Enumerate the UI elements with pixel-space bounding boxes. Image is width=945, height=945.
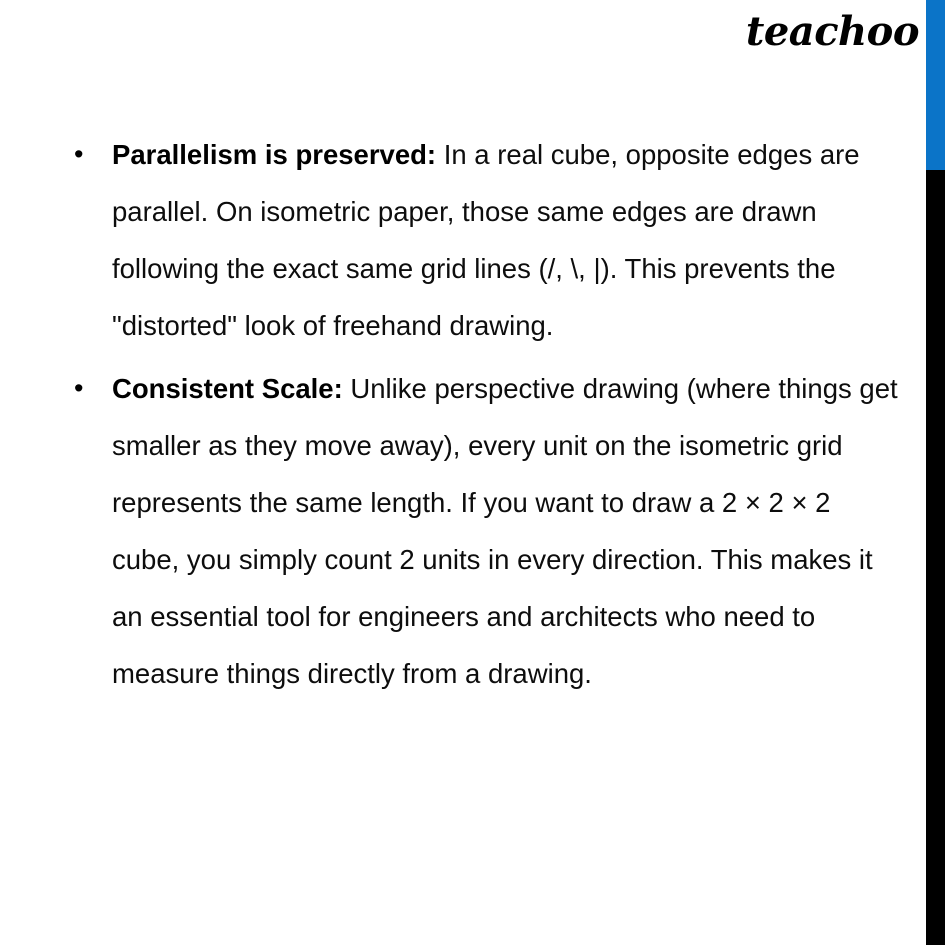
teachoo-logo: teachoo xyxy=(745,8,919,55)
edge-accent-bar-blue xyxy=(926,0,945,170)
bullet-list xyxy=(62,126,902,704)
bullet-lead-in: Consistent Scale: xyxy=(112,373,343,404)
bullet-paragraph xyxy=(112,126,902,354)
bullet-marker-icon: • xyxy=(74,139,84,169)
bullet-body: Unlike perspective drawing (where things get smaller as they move away), every unit on the isometric grid represents the same length. If you want to draw a 2 × 2 × 2 cube, you simply count 2 units in every direction. This makes it an essential tool for engineers and architects who need to measure things directly from a drawing. xyxy=(112,373,898,689)
bullet-paragraph xyxy=(112,360,902,702)
list-item xyxy=(62,360,902,702)
bullet-body: In a real cube, opposite edges are parallel. On isometric paper, those same edges are drawn following the exact same grid lines (/, \, |). This prevents the "distorted" look of freehand drawing. xyxy=(112,139,860,341)
bullet-marker-icon: • xyxy=(74,373,84,403)
bullet-lead-in: Parallelism is preserved: xyxy=(112,139,437,170)
edge-accent-bar-black xyxy=(926,170,945,945)
list-item xyxy=(62,126,902,354)
